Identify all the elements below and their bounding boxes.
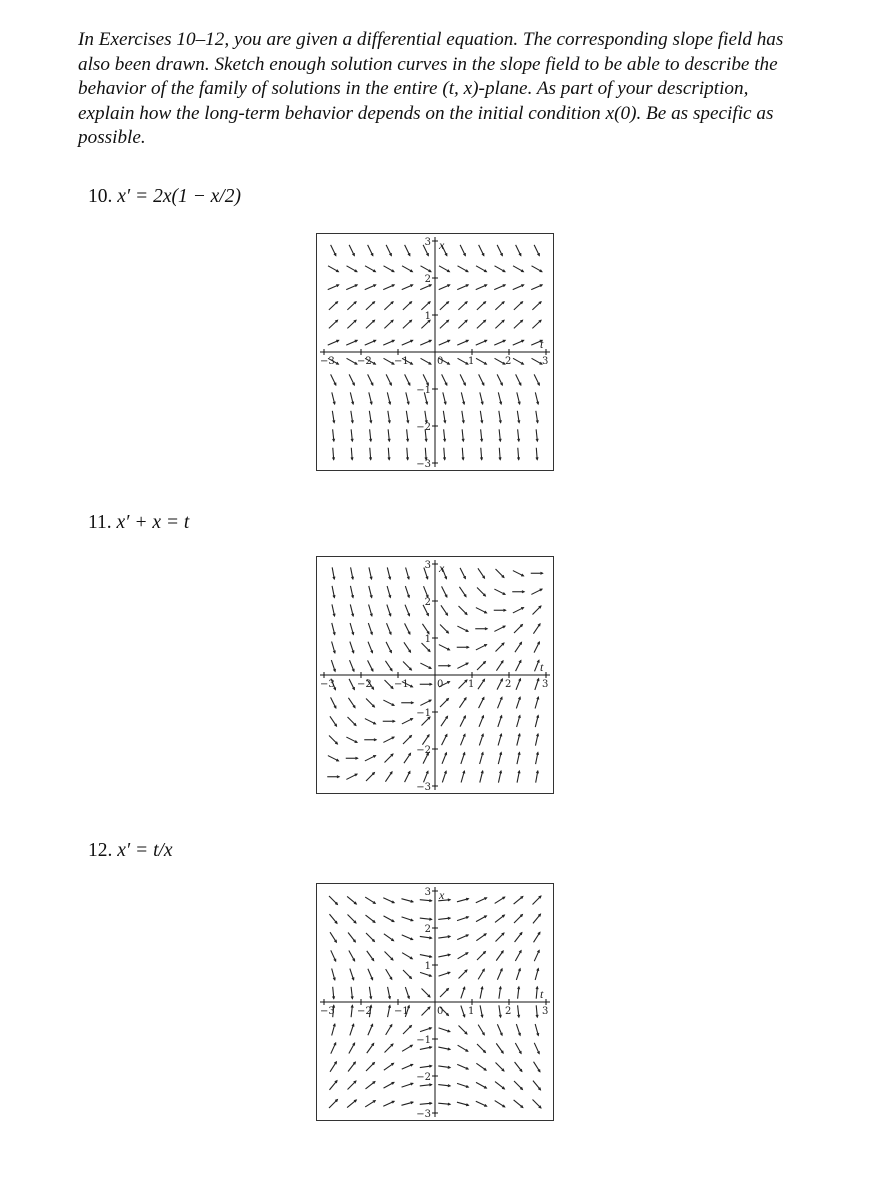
x-tick-label: −3 — [416, 459, 431, 470]
slope-field-10 — [316, 233, 554, 471]
slope-field-11 — [316, 556, 554, 794]
t-tick-label: −3 — [320, 679, 335, 690]
x-tick-label: −1 — [416, 385, 431, 396]
t-tick-label: 2 — [505, 356, 512, 367]
t-tick-label: 2 — [505, 1006, 512, 1017]
t-tick-label: −2 — [357, 1006, 372, 1017]
t-tick-label: −1 — [394, 1006, 409, 1017]
x-tick-label: −3 — [416, 782, 431, 793]
exercise-number: 11. — [88, 512, 112, 533]
t-tick-label: 2 — [505, 679, 512, 690]
x-tick-label: 1 — [424, 311, 431, 322]
exercise-equation: x′ = 2x(1 − x/2) — [117, 186, 241, 207]
slope-field-10-plot — [316, 233, 554, 471]
t-axis-name: t — [540, 987, 544, 1001]
x-tick-label: 1 — [424, 634, 431, 645]
exercise-equation: x′ = t/x — [117, 840, 173, 861]
t-tick-label: 1 — [468, 1006, 475, 1017]
x-tick-label: −2 — [416, 745, 431, 756]
x-tick-label: 2 — [424, 597, 431, 608]
slope-field-11-plot — [316, 556, 554, 794]
x-axis-name: x — [439, 561, 445, 575]
x-tick-label: 2 — [424, 924, 431, 935]
exercise-11-label — [88, 512, 189, 534]
t-tick-label: 0 — [437, 356, 444, 367]
t-tick-label: 0 — [437, 679, 444, 690]
x-tick-label: −2 — [416, 422, 431, 433]
exercise-number: 10. — [88, 186, 113, 207]
x-tick-label: 3 — [424, 560, 431, 571]
t-tick-label: 3 — [542, 356, 549, 367]
x-axis-name: x — [439, 888, 445, 902]
t-tick-label: 3 — [542, 679, 549, 690]
t-tick-label: −1 — [394, 356, 409, 367]
slope-field-12 — [316, 883, 554, 1121]
t-tick-label: 0 — [437, 1006, 444, 1017]
instructions-paragraph: In Exercises 10–12, you are given a differential equation. The corresponding slope field has also been drawn. Sketch enough solution curves in the slope field to be able to describe the behavior of the family of solutions in the entire (t, x)-plane. As part of your description, explain how the long-term behavior depends on the initial condition x(0). Be as specific as possible. — [78, 29, 784, 148]
x-tick-label: 3 — [424, 887, 431, 898]
t-tick-label: −3 — [320, 356, 335, 367]
x-tick-label: −1 — [416, 708, 431, 719]
exercise-number: 12. — [88, 840, 113, 861]
exercise-10-label — [88, 186, 241, 208]
slope-field-12-plot — [316, 883, 554, 1121]
t-tick-label: 1 — [468, 679, 475, 690]
exercise-equation: x′ + x = t — [116, 512, 190, 533]
t-tick-label: 3 — [542, 1006, 549, 1017]
t-tick-label: −2 — [357, 356, 372, 367]
t-tick-label: −2 — [357, 679, 372, 690]
t-tick-label: 1 — [468, 356, 475, 367]
x-tick-label: 2 — [424, 274, 431, 285]
t-axis-name: t — [540, 660, 544, 674]
exercise-12-label — [88, 840, 173, 862]
x-tick-label: −3 — [416, 1109, 431, 1120]
t-tick-label: −1 — [394, 679, 409, 690]
t-tick-label: −3 — [320, 1006, 335, 1017]
t-axis-name: t — [540, 337, 544, 351]
x-tick-label: −1 — [416, 1035, 431, 1046]
x-tick-label: 1 — [424, 961, 431, 972]
x-axis-name: x — [439, 238, 445, 252]
x-tick-label: 3 — [424, 237, 431, 248]
x-tick-label: −2 — [416, 1072, 431, 1083]
